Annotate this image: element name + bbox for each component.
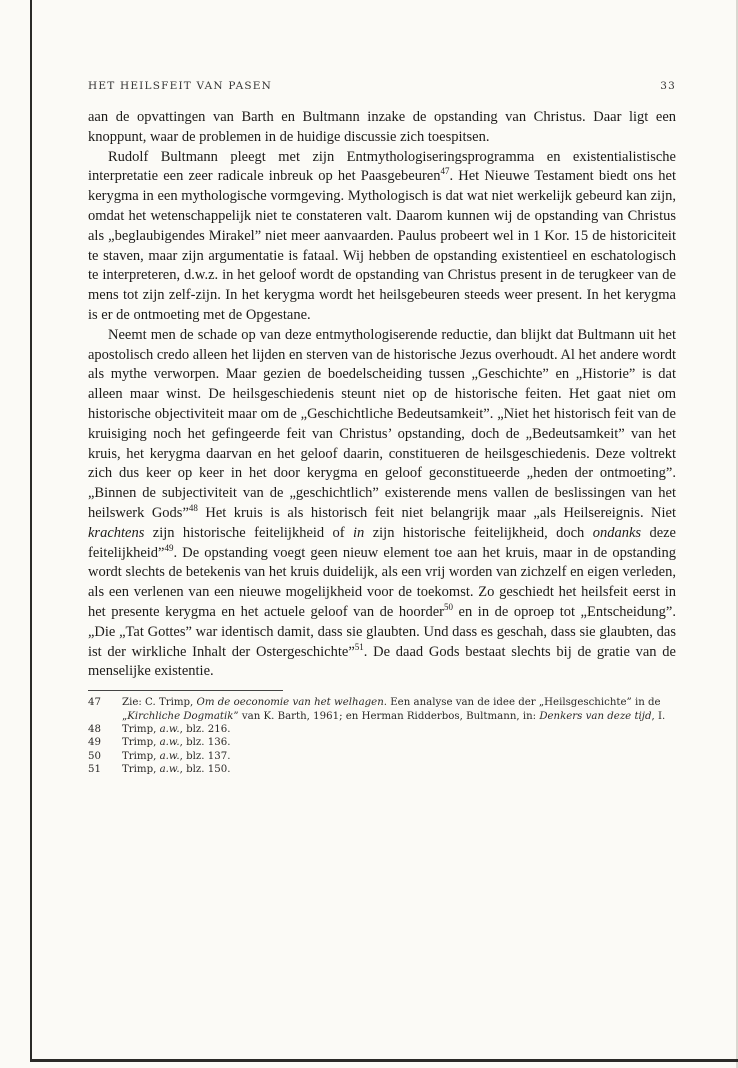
footnote-number: 49 <box>88 737 101 749</box>
italic-text: Kirchliche Dogmatik <box>127 710 234 722</box>
footnote-text <box>122 736 676 749</box>
paragraph <box>88 326 676 682</box>
page-left-edge <box>30 0 32 1062</box>
text-run: , I. <box>651 710 666 722</box>
footnote-number: 50 <box>88 750 101 762</box>
text-run: zijn historische feitelijkheid, doch <box>364 524 593 541</box>
footnote <box>88 736 676 749</box>
italic-text: a.w. <box>159 750 180 762</box>
footnote <box>88 696 676 723</box>
footnote-ref: 47 <box>440 166 450 177</box>
footnote-separator <box>88 690 283 691</box>
page-content <box>88 80 676 777</box>
text-run: Neemt men de schade op van deze entmythologiserende reductie, dan blijkt dat Bultmann uit het apostolisch credo alleen het lijden en sterven van de historische Jezus overhoudt. Al het andere wordt als mythe verworpen. Maar gezien de boedelscheiding tussen „Geschichte” en „Historie” is dat alleen maar winst. De heilsgeschiedenis steunt niet op de historische feiten. Het gaat niet om historische objectiviteit maar om de „Geschichtliche Bedeutsamkeit”. „Niet het historisch feit van de kruisiging noch het gefingeerde feit van Christus’ opstanding, doch de „Bedeutsamkeit” van het kruis, het kerygma daarvan en het geloof daarin, constitueren de heilsgeschiedenis. Deze voltrekt zich dus keer op keer in het door kerygma en geloof geconstitueerde „heden der ontmoeting”. „Binnen de subjectiviteit van de „geschichtlich” existerende mens vallen de beslissingen van het heilswerk Gods” <box>88 326 676 521</box>
footnote-text <box>122 696 676 723</box>
footnote-ref: 50 <box>443 602 453 613</box>
footnote-text <box>122 750 676 763</box>
footnote-text <box>122 763 676 776</box>
text-run: , blz. 150. <box>179 764 231 776</box>
text-run: Trimp, <box>122 723 160 735</box>
page-number: 33 <box>660 80 676 92</box>
italic-text: a.w. <box>159 723 180 735</box>
text-run: aan de opvattingen van Barth en Bultmann inzake de opstanding van Christus. Daar ligt een knoppunt, waar de problemen in de huidige discussie zich toespitsen. <box>88 109 676 145</box>
footnote-number: 47 <box>88 697 101 709</box>
text-run: Zie: C. Trimp, <box>122 697 197 709</box>
text-run: en in de oproep tot „Entscheidung”. „Die „Tat Gottes” war identisch damit, dass sie glaubten. Und dass es geschah, dass sie glaubten, das ist der wirkliche Inhalt der Ostergeschichte” <box>88 603 676 660</box>
italic-text: krachtens <box>88 524 145 541</box>
footnote-ref: 48 <box>188 503 198 514</box>
text-run: zijn historische feitelijkheid of <box>144 524 354 541</box>
text-run: ” van K. Barth, 1961; en Herman Ridderbos, Bultmann, in: <box>233 710 540 722</box>
body-text <box>88 108 676 682</box>
footnote-number: 48 <box>88 723 101 735</box>
text-run: Trimp, <box>122 737 160 749</box>
running-head <box>88 80 676 92</box>
text-run: , blz. 137. <box>179 750 231 762</box>
text-run: , blz. 136. <box>179 737 231 749</box>
italic-text: a.w. <box>159 737 180 749</box>
footnote-number: 51 <box>88 764 101 776</box>
footnote-ref: 51 <box>354 641 364 652</box>
paragraph <box>88 108 676 148</box>
page-bottom-edge <box>30 1059 738 1062</box>
text-run: Trimp, <box>122 750 160 762</box>
text-run: . Het Nieuwe Testament biedt ons het kerygma in een mythologische vormgeving. Mythologisch is dat wat niet werkelijk gebeurd kan zijn, omdat het wetenschappelijk niet te constateren valt. Daarom kunnen wij de opstanding van Christus als „beglaubigendes Mirakel” niet meer aanvaarden. Paulus probeert wel in 1 Kor. 15 de historiciteit te staven, maar zijn argumentatie is fataal. Wij hebben de opstanding existentieel en eschatologisch te interpreteren, d.w.z. in het geloof wordt de opstanding van Christus present in de terugkeer van de mens tot zijn zelf-zijn. In het kerygma wordt het heilsgebeuren steeds weer present. In het kerygma is er de ontmoeting met de Opgestane. <box>88 168 677 323</box>
text-run: Rudolf Bultmann pleegt met zijn Entmythologiseringsprogramma en existentialistische interpretatie een zeer radicale inbreuk op het Paasgebeuren <box>88 148 676 185</box>
footnote <box>88 763 676 776</box>
italic-text: in <box>353 524 365 541</box>
footnote-ref: 49 <box>164 542 174 553</box>
text-run: Het kruis is als historisch feit niet belangrijk maar „als Heilsereignis. Niet <box>197 504 676 521</box>
footnotes <box>88 696 676 776</box>
text-run: Trimp, <box>122 764 160 776</box>
text-run: . De opstanding voegt geen nieuw element toe aan het kruis, maar in de opstanding wordt slechts de betekenis van het kruis duidelijk, als een vrij worden van zichzelf en eigen verleden, als een verlenen van een nieuwe mogelijkheid voor de toekomst. Zo geschiedt het heilsfeit eerst in het presente kerygma en het actuele geloof van de hoorder <box>88 544 676 620</box>
italic-text: a.w. <box>159 764 180 776</box>
text-run: , blz. 216. <box>179 723 231 735</box>
italic-text: Denkers van deze tijd <box>539 710 652 722</box>
footnote <box>88 750 676 763</box>
paragraph <box>88 148 676 326</box>
italic-text: Om de oeconomie van het welhagen <box>196 697 384 709</box>
footnote-text <box>122 723 676 736</box>
text-run: . Een analyse van de idee der „Heilsgeschichte” in de „ <box>122 697 661 722</box>
footnote <box>88 723 676 736</box>
text-run: . De daad Gods bestaat slechts bij de gratie van de menselijke existentie. <box>88 643 676 680</box>
text-run: deze feitelijkheid” <box>88 524 676 561</box>
italic-text: ondanks <box>592 524 642 541</box>
running-title: HET HEILSFEIT VAN PASEN <box>88 80 273 92</box>
